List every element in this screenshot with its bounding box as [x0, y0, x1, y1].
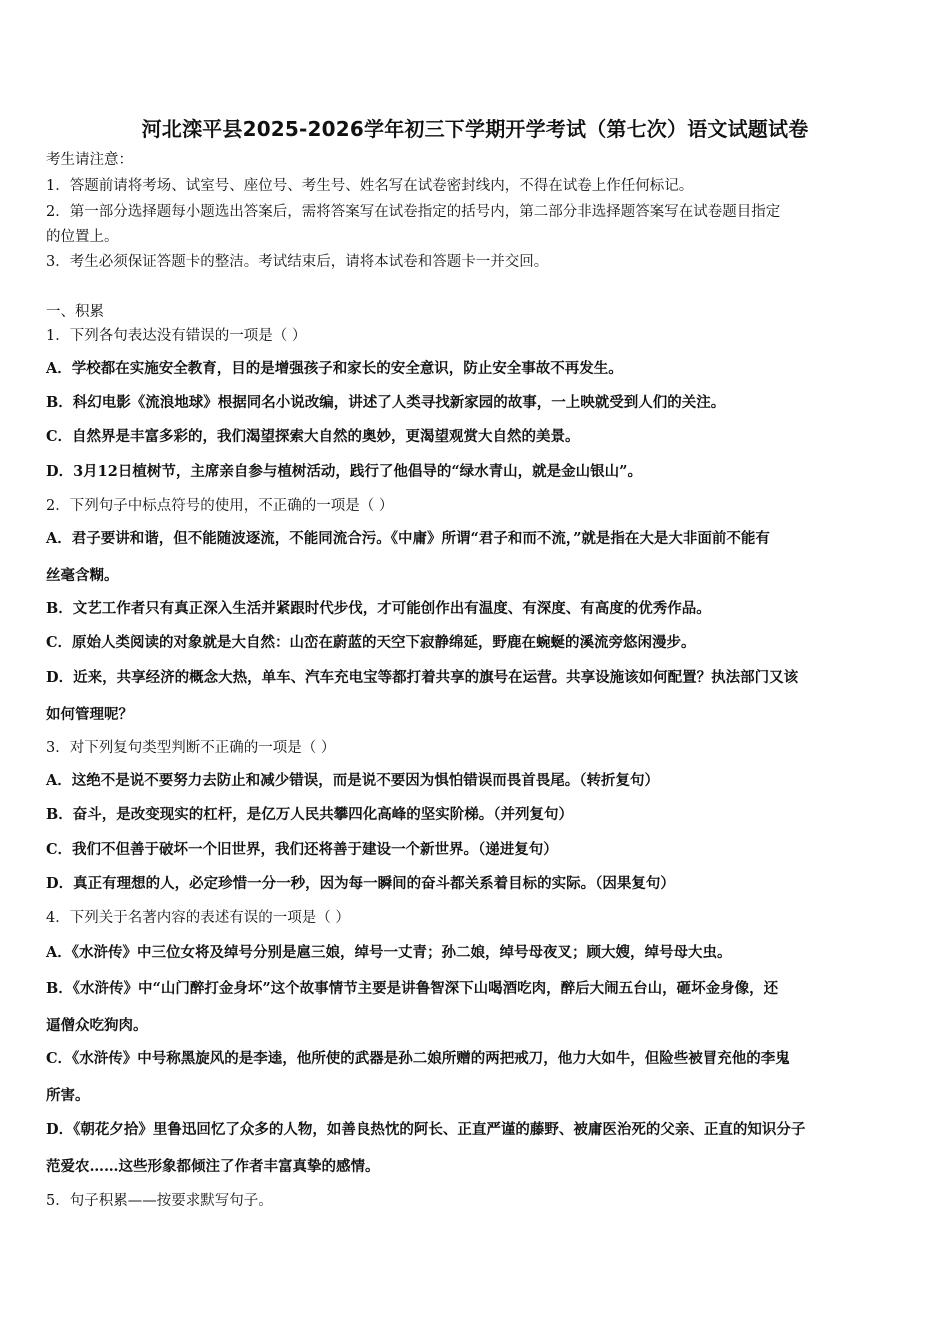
answer-option: C．我们不但善于破坏一个旧世界，我们还将善于建设一个新世界。（递进复句）	[46, 841, 558, 858]
answer-option: B．文艺工作者只有真正深入生活并紧跟时代步伐，才可能创作出有温度、有深度、有高度的优秀作品。	[46, 600, 711, 617]
question-stem: 1．下列各句表达没有错误的一项是（ ）	[46, 328, 307, 344]
section-heading: 一、积累	[46, 304, 104, 320]
answer-option: A．《水浒传》中三位女将及绰号分别是扈三娘，绰号一丈青；孙二娘，绰号母夜叉；顾大嫂，绰号母大虫。	[46, 944, 732, 961]
answer-option: B．《水浒传》中“山门醉打金身坏”这个故事情节主要是讲鲁智深下山喝酒吃肉，醉后大闹五台山，砸坏金身像，还	[46, 980, 779, 997]
answer-option-continued: 如何管理呢？	[46, 706, 133, 723]
answer-option: B．奋斗，是改变现实的杠杆，是亿万人民共攀四化高峰的坚实阶梯。（并列复句）	[46, 806, 574, 823]
answer-option-continued: 范爱农……这些形象都倾注了作者丰富真挚的感情。	[46, 1158, 380, 1175]
answer-option: A．这绝不是说不要努力去防止和减少错误，而是说不要因为惧怕错误而畏首畏尾。（转折复句）	[46, 772, 659, 789]
question-stem: 2．下列句子中标点符号的使用，不正确的一项是（ ）	[46, 498, 394, 514]
answer-option: C．《水浒传》中号称黑旋风的是李逵，他所使的武器是孙二娘所赠的两把戒刀，他力大如牛，但险些被冒充他的李鬼	[46, 1050, 790, 1067]
notice-heading: 考生请注意：	[46, 152, 133, 168]
notice-item: 的位置上。	[46, 229, 119, 245]
answer-option: D．《朝花夕拾》里鲁迅回忆了众多的人物，如善良热忱的阿长、正直严谨的藤野、被庸医治死的父亲、正直的知识分子	[46, 1121, 806, 1138]
answer-option: D．3月12日植树节，主席亲自参与植树活动，践行了他倡导的“绿水青山，就是金山银山”。	[46, 463, 643, 480]
answer-option: D．近来，共享经济的概念大热，单车、汽车充电宝等都打着共享的旗号在运营。共享设施该如何配置？执法部门又该	[46, 669, 799, 686]
answer-option: D．真正有理想的人，必定珍惜一分一秒，因为每一瞬间的奋斗都关系着目标的实际。（因果复句）	[46, 875, 675, 892]
answer-option: C．自然界是丰富多彩的，我们渴望探索大自然的奥妙，更渴望观赏大自然的美景。	[46, 428, 580, 445]
answer-option: A．君子要讲和谐，但不能随波逐流，不能同流合污。《中庸》所谓“君子和而不流，”就是指在大是大非面前不能有	[46, 530, 770, 547]
answer-option-continued: 丝毫含糊。	[46, 567, 119, 584]
answer-option: C．原始人类阅读的对象就是大自然：山峦在蔚蓝的天空下寂静绵延，野鹿在蜿蜒的溪流旁悠闲漫步。	[46, 634, 696, 651]
answer-option: A．学校都在实施安全教育，目的是增强孩子和家长的安全意识，防止安全事故不再发生。	[46, 360, 623, 377]
notice-item: 1．答题前请将考场、试室号、座位号、考生号、姓名写在试卷密封线内，不得在试卷上作任何标记。	[46, 178, 694, 194]
question-stem: 4．下列关于名著内容的表述有误的一项是（ ）	[46, 910, 350, 926]
answer-option-continued: 所害。	[46, 1087, 90, 1104]
answer-option: B．科幻电影《流浪地球》根据同名小说改编，讲述了人类寻找新家园的故事，一上映就受到人们的关注。	[46, 394, 726, 411]
page-title: 河北滦平县2025-2026学年初三下学期开学考试（第七次）语文试题试卷	[141, 117, 809, 141]
question-stem: 3．对下列复句类型判断不正确的一项是（ ）	[46, 740, 336, 756]
notice-item: 3．考生必须保证答题卡的整洁。考试结束后，请将本试卷和答题卡一并交回。	[46, 254, 549, 270]
notice-item: 2．第一部分选择题每小题选出答案后，需将答案写在试卷指定的括号内，第二部分非选择题答案写在试卷题目指定	[46, 204, 781, 220]
question-stem: 5．句子积累——按要求默写句子。	[46, 1193, 273, 1209]
answer-option-continued: 逼僧众吃狗肉。	[46, 1017, 148, 1034]
